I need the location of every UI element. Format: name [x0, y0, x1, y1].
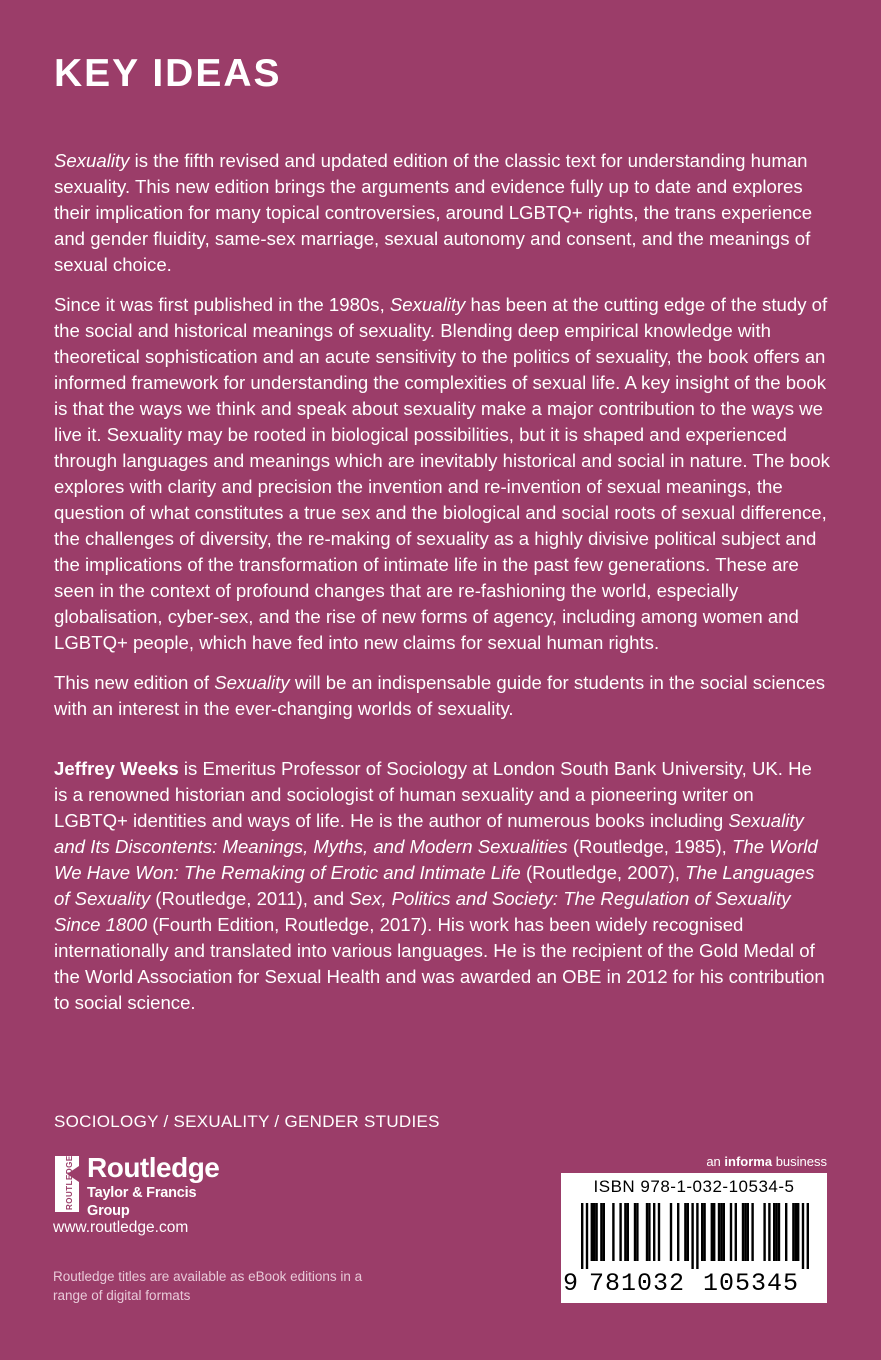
barcode-bar: [696, 1203, 698, 1269]
barcode-bar: [735, 1203, 737, 1261]
publisher-group: Taylor & Francis Group: [87, 1185, 197, 1219]
barcode-bar: [634, 1203, 636, 1261]
barcode-bar: [612, 1203, 614, 1261]
barcode-bar: [687, 1203, 689, 1261]
barcode-bar: [677, 1203, 679, 1261]
barcode-bar: [795, 1203, 797, 1261]
barcode-bar: [792, 1203, 794, 1261]
barcode-bar: [768, 1203, 770, 1261]
routledge-logo-icon: [53, 1152, 81, 1216]
barcode-bar: [723, 1203, 725, 1261]
barcode-bar: [742, 1203, 744, 1261]
blurb-paragraph-3: This new edition of Sexuality will be an indispensable guide for students in the social sciences with an interest in the ever-changing worlds of sexuality.: [54, 672, 826, 719]
barcode-bar: [713, 1203, 715, 1261]
informa-brand: informa: [724, 1154, 773, 1169]
barcode-bar: [691, 1203, 693, 1269]
barcode-bar: [624, 1203, 626, 1261]
barcode-bar: [581, 1203, 583, 1269]
barcode-bar: [658, 1203, 660, 1261]
barcode-bar: [627, 1203, 629, 1261]
barcode-bar: [720, 1203, 722, 1261]
barcode-bar: [751, 1203, 753, 1261]
informa-tagline: an informa business: [706, 1154, 827, 1169]
barcode-bar: [646, 1203, 648, 1261]
author-bio: Jeffrey Weeks is Emeritus Professor of Sociology at London South Bank University, UK. He is a renowned historian and sociologist of human sexuality and a pioneering writer on LGBTQ+ identities and ways of life. He is the author of numerous books including Sexuality and Its Discontents: Meanings, Myths, and Modern Sexualities (Routledge, 1985), The World We Have Won: The Remaking of Erotic and Intimate Life (Routledge, 2007), The Languages of Sexuality (Routledge, 2011), and Sex, Politics and Society: The Regulation of Sexuality Since 1800 (Fourth Edition, Routledge, 2017). His work has been widely recognised internationally and translated into various languages. He is the recipient of the Gold Medal of the World Association for Sexual Health and was awarded an OBE in 2012 for his contribution to social science.: [54, 758, 825, 1013]
svg-text:ROUTLEDGE: ROUTLEDGE: [65, 1155, 74, 1210]
back-cover-heading: KEY IDEAS: [54, 52, 282, 95]
barcode-bar: [603, 1203, 605, 1261]
barcode-bar: [670, 1203, 672, 1261]
barcode-bar: [619, 1203, 621, 1261]
barcode-bar: [785, 1203, 787, 1261]
ebook-note: Routledge titles are available as eBook editions in a range of digital formats: [53, 1269, 363, 1303]
barcode-bar: [711, 1203, 713, 1261]
barcode-bars: [573, 1203, 815, 1269]
barcode-bar: [595, 1203, 597, 1261]
barcode-bar: [763, 1203, 765, 1261]
barcode-bar: [636, 1203, 638, 1261]
barcode-bar: [600, 1203, 602, 1261]
barcode-bar: [593, 1203, 595, 1261]
blurb: [54, 148, 830, 1030]
barcode-bar: [703, 1203, 705, 1261]
barcode-bar: [684, 1203, 686, 1261]
barcode-bar: [586, 1203, 588, 1269]
isbn-label: ISBN 978-1-032-10534-5: [593, 1177, 795, 1196]
barcode-bar: [718, 1203, 720, 1261]
subject-categories: SOCIOLOGY / SEXUALITY / GENDER STUDIES: [54, 1112, 440, 1131]
barcode-bar: [773, 1203, 775, 1261]
routledge-logo: [53, 1152, 220, 1221]
barcode-bar: [701, 1203, 703, 1261]
barcode-bar: [807, 1203, 809, 1269]
barcode-bar: [778, 1203, 780, 1261]
blurb-paragraph-1: Sexuality is the fifth revised and updated edition of the classic text for understanding human sexuality. This new edition brings the arguments and evidence fully up to date and explores their implication for many topical controversies, around LGBTQ+ rights, the trans experience and gender fluidity, same-sex marriage, sexual autonomy and consent, and the meanings of sexual choice.: [54, 150, 813, 275]
barcode-bar: [591, 1203, 593, 1261]
publisher-website[interactable]: www.routledge.com: [53, 1219, 189, 1236]
barcode-bar: [747, 1203, 749, 1261]
blurb-paragraph-2: Since it was first published in the 1980s, Sexuality has been at the cutting edge of the study of the social and historical meanings of sexuality. Blending deep empirical knowledge with theoretical sophistication and an acute sensitivity to the politics of sexuality, the book offers an informed framework for understanding the complexities of sexual life. A key insight of the book is that the ways we think and speak about sexuality make a major contribution to the ways we live it. Sexuality may be rooted in biological possibilities, but it is shaped and experienced through languages and meanings which are inevitably historical and social in nature. The book explores with clarity and precision the invention and re-invention of sexual meanings, the question of what constitutes a true sex and the biological and social roots of sexual difference, the challenges of diversity, the re-making of sexuality as a highly divisive political subject and the implications of the transformation of intimate life in the past few generations. These are seen in the context of profound changes that are re-fashioning the world, especially globalisation, cyber-sex, and the rise of new forms of agency, including among women and LGBTQ+ people, which have fed into new claims for sexual human rights.: [54, 294, 830, 653]
barcode-bar: [730, 1203, 732, 1261]
isbn-barcode: ISBN 978-1-032-10534-5 9 781032 105345: [561, 1173, 827, 1303]
publisher-name: Routledge: [87, 1152, 220, 1183]
barcode-bar: [775, 1203, 777, 1261]
barcode-bar: [648, 1203, 650, 1261]
barcode-bar: [744, 1203, 746, 1261]
barcode-bar: [802, 1203, 804, 1269]
barcode-bar: [653, 1203, 655, 1261]
barcode-bar: [797, 1203, 799, 1261]
